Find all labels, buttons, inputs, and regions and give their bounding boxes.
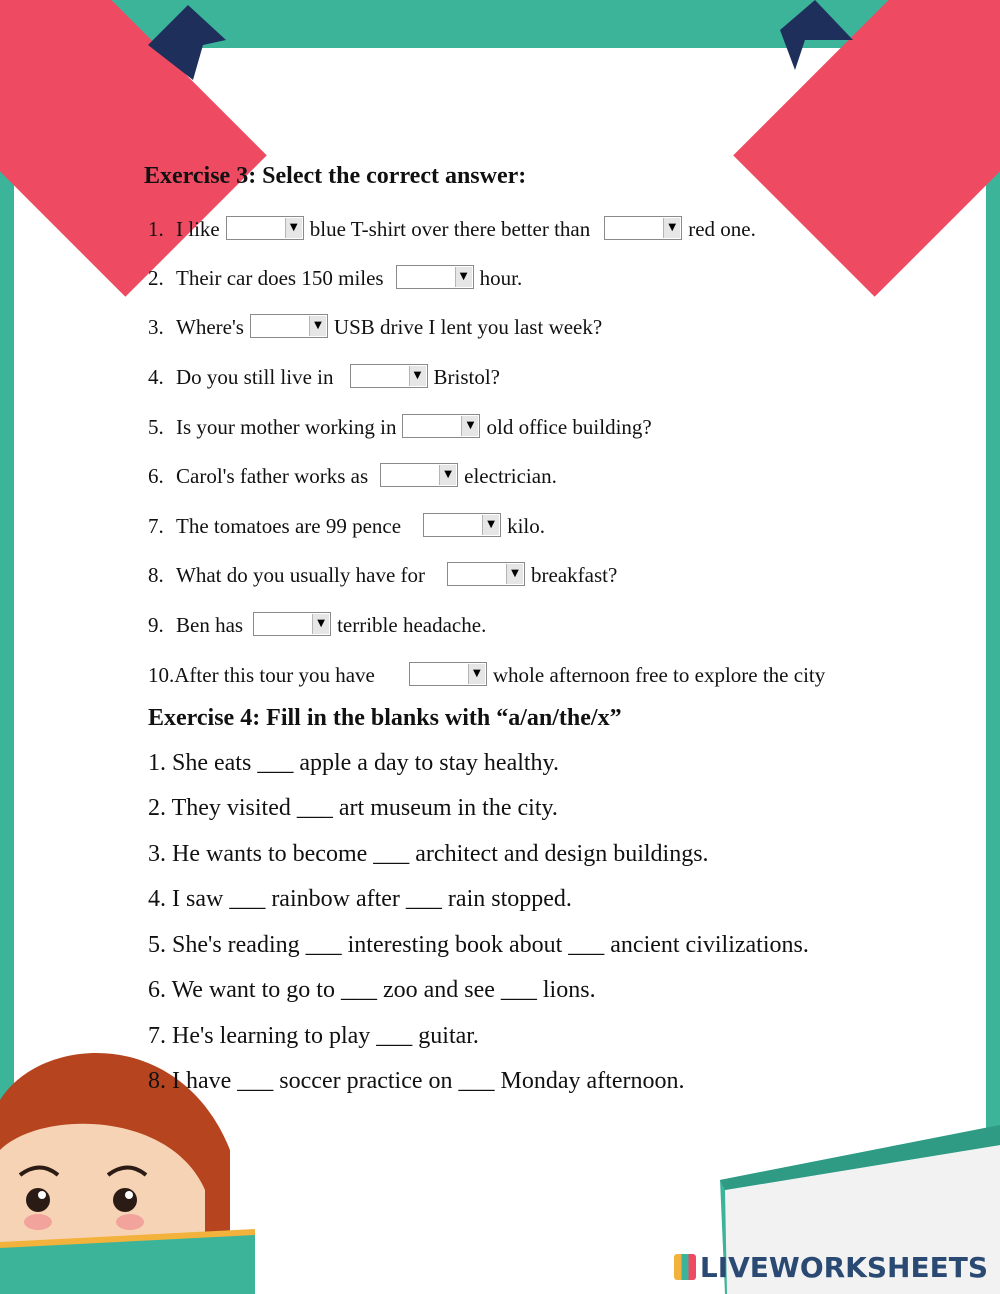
chevron-down-icon[interactable]: ▼: [482, 515, 499, 535]
item-text: breakfast?: [531, 563, 618, 587]
item-text: The tomatoes are 99 pence: [176, 514, 402, 538]
item-text: Bristol?: [433, 365, 500, 389]
item-text: kilo.: [507, 514, 545, 538]
answer-dropdown-6[interactable]: [380, 463, 458, 487]
left-bookmark-decoration: [148, 0, 228, 85]
item-text: Do you still live in: [176, 365, 334, 389]
chevron-down-icon[interactable]: ▼: [468, 664, 485, 684]
watermark-text: LIVEWORKSHEETS: [699, 1251, 988, 1284]
item-text: Ben has: [176, 613, 244, 637]
item-number: 2.: [148, 266, 164, 290]
item-text: whole afternoon free to explore the city: [492, 663, 826, 687]
item-text: Their car does 150 miles: [176, 266, 384, 290]
exercise-3-title: Exercise 3: Select the correct answer:: [144, 163, 527, 189]
answer-dropdown-8[interactable]: [447, 562, 525, 586]
answer-dropdown-10[interactable]: [409, 662, 487, 686]
ex4-item-6: 6. We want to go to ___ zoo and see ___ lions.: [148, 977, 596, 1003]
item-text: After this tour you have: [174, 663, 375, 687]
ex4-item-1: 1. She eats ___ apple a day to stay healthy.: [148, 750, 559, 776]
item-text: old office building?: [486, 415, 652, 439]
item-number: 10.: [148, 663, 175, 687]
item-text: red one.: [688, 217, 756, 241]
right-bookmark-decoration: [775, 0, 855, 75]
ex3-item-5: [148, 414, 652, 440]
item-text: USB drive I lent you last week?: [333, 315, 603, 339]
chevron-down-icon[interactable]: ▼: [409, 366, 426, 386]
liveworksheets-logo-icon: [674, 1254, 696, 1280]
ex4-item-4: 4. I saw ___ rainbow after ___ rain stopped.: [148, 886, 572, 912]
answer-dropdown-1b[interactable]: [604, 216, 682, 240]
ex4-item-7: 7. He's learning to play ___ guitar.: [148, 1023, 479, 1049]
item-number: 3.: [148, 315, 164, 339]
item-text: blue T-shirt over there better than: [309, 217, 591, 241]
chevron-down-icon[interactable]: ▼: [461, 416, 478, 436]
item-text: hour.: [479, 266, 523, 290]
item-text: Carol's father works as: [176, 464, 369, 488]
item-number: 1.: [148, 217, 164, 241]
ex4-item-3: 3. He wants to become ___ architect and design buildings.: [148, 841, 709, 867]
item-number: 9.: [148, 613, 164, 637]
answer-dropdown-2[interactable]: [396, 265, 474, 289]
ex3-item-9: [148, 612, 486, 638]
chevron-down-icon[interactable]: ▼: [455, 267, 472, 287]
chevron-down-icon[interactable]: ▼: [309, 316, 326, 336]
item-text: I like: [176, 217, 220, 241]
answer-dropdown-9[interactable]: [253, 612, 331, 636]
ex3-item-6: [148, 463, 557, 489]
ex3-item-2: [148, 265, 522, 291]
ex3-item-4: [148, 364, 500, 390]
answer-dropdown-5[interactable]: [402, 414, 480, 438]
item-text: Where's: [176, 315, 244, 339]
chevron-down-icon[interactable]: ▼: [439, 465, 456, 485]
item-number: 5.: [148, 415, 164, 439]
ex3-item-8: [148, 562, 617, 588]
ex4-item-5: 5. She's reading ___ interesting book about ___ ancient civilizations.: [148, 932, 809, 958]
item-text: terrible headache.: [337, 613, 487, 637]
item-number: 7.: [148, 514, 164, 538]
ex3-item-1: [148, 216, 756, 242]
ex4-item-2: 2. They visited ___ art museum in the city.: [148, 795, 558, 821]
chevron-down-icon[interactable]: ▼: [312, 614, 329, 634]
item-number: 8.: [148, 563, 164, 587]
item-text: electrician.: [464, 464, 557, 488]
chevron-down-icon[interactable]: ▼: [506, 564, 523, 584]
item-number: 4.: [148, 365, 164, 389]
ex3-item-7: [148, 513, 545, 539]
chevron-down-icon[interactable]: ▼: [285, 218, 302, 238]
item-text: What do you usually have for: [176, 563, 426, 587]
chevron-down-icon[interactable]: ▼: [663, 218, 680, 238]
item-number: 6.: [148, 464, 164, 488]
liveworksheets-watermark: [674, 1251, 988, 1284]
answer-dropdown-7[interactable]: [423, 513, 501, 537]
ex4-item-8: 8. I have ___ soccer practice on ___ Monday afternoon.: [148, 1068, 685, 1094]
item-text: Is your mother working in: [176, 415, 397, 439]
answer-dropdown-1a[interactable]: [226, 216, 304, 240]
exercise-4-title: Exercise 4: Fill in the blanks with “a/an/the/x”: [148, 705, 622, 731]
answer-dropdown-4[interactable]: [350, 364, 428, 388]
ex3-item-3: [148, 314, 602, 340]
ex3-item-10: [148, 662, 825, 688]
answer-dropdown-3[interactable]: [250, 314, 328, 338]
